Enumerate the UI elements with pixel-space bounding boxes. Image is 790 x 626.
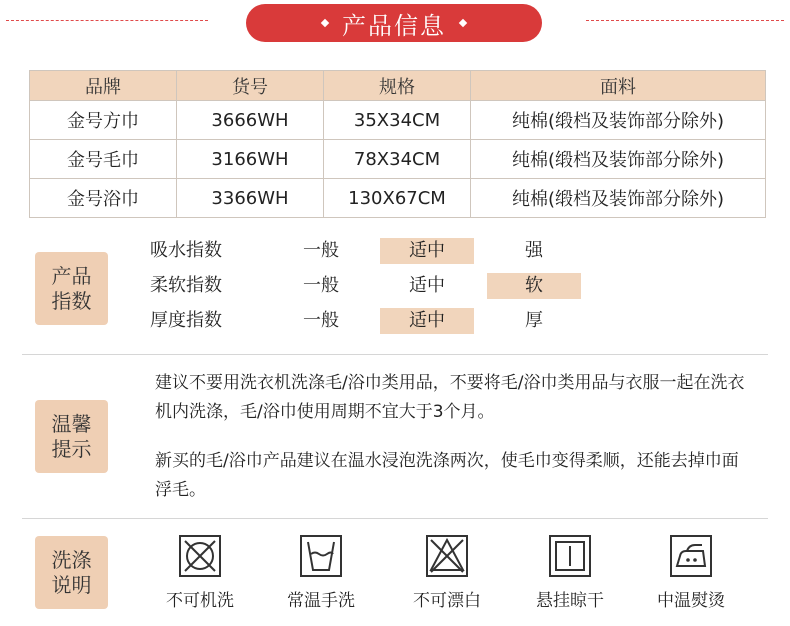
index-option: 一般 [303, 310, 339, 331]
divider [22, 518, 768, 519]
care-item [271, 534, 371, 611]
line-dry-icon [548, 534, 592, 578]
table-row [30, 179, 766, 218]
table-cell: 35X34CM [324, 101, 471, 140]
index-option: 一般 [303, 275, 339, 296]
hand-wash-icon [299, 534, 343, 578]
care-item-label: 悬挂晾干 [536, 591, 604, 611]
divider [22, 354, 768, 355]
table-row [30, 140, 766, 179]
header-dash-left [6, 20, 208, 21]
table-cell: 金号毛巾 [30, 140, 177, 179]
table-cell: 纯棉(缎档及装饰部分除外) [471, 140, 766, 179]
column-header: 面料 [471, 71, 766, 101]
no-bleach-icon [425, 534, 469, 578]
index-name: 柔软指数 [150, 275, 222, 296]
tips-label: 温馨 提示 [35, 400, 108, 473]
index-name: 吸水指数 [150, 240, 222, 261]
tip-paragraph: 建议不要用洗衣机洗涤毛/浴巾类用品，不要将毛/浴巾类用品与衣服一起在洗衣机内洗涤，毛/浴巾使用周期不宜大于3个月。 [155, 373, 745, 422]
section-header [0, 0, 790, 48]
care-item-label: 中温熨烫 [657, 591, 725, 611]
care-item-label: 常温手洗 [287, 591, 355, 611]
index-option: 适中 [380, 238, 474, 264]
product-index-label: 产品 指数 [35, 252, 108, 325]
iron-medium-icon [669, 534, 713, 578]
care-item [397, 534, 497, 611]
column-header: 规格 [324, 71, 471, 101]
index-option: 强 [525, 240, 543, 261]
table-cell: 3366WH [177, 179, 324, 218]
column-header: 货号 [177, 71, 324, 101]
diamond-icon [459, 19, 467, 27]
index-option: 软 [487, 273, 581, 299]
header-dash-right [586, 20, 784, 21]
page-title: 产品信息 [342, 11, 446, 40]
table-header-row [30, 71, 766, 101]
table-cell: 金号方巾 [30, 101, 177, 140]
table-cell: 78X34CM [324, 140, 471, 179]
table-cell: 130X67CM [324, 179, 471, 218]
index-name: 厚度指数 [150, 310, 222, 331]
index-option: 适中 [409, 275, 445, 296]
table-cell: 3166WH [177, 140, 324, 179]
index-option: 适中 [380, 308, 474, 334]
table-cell: 纯棉(缎档及装饰部分除外) [471, 179, 766, 218]
care-item [641, 534, 741, 611]
index-option: 一般 [303, 240, 339, 261]
table-row [30, 101, 766, 140]
table-cell: 纯棉(缎档及装饰部分除外) [471, 101, 766, 140]
care-item-label: 不可漂白 [413, 591, 481, 611]
tip-paragraph: 新买的毛/浴巾产品建议在温水浸泡洗涤两次，使毛巾变得柔顺，还能去掉巾面浮毛。 [155, 451, 739, 500]
column-header: 品牌 [30, 71, 177, 101]
spec-table [29, 70, 766, 218]
care-item [520, 534, 620, 611]
table-cell: 金号浴巾 [30, 179, 177, 218]
diamond-icon [321, 19, 329, 27]
table-cell: 3666WH [177, 101, 324, 140]
no-machine-wash-icon [178, 534, 222, 578]
title-pill [246, 4, 542, 42]
care-label: 洗涤 说明 [35, 536, 108, 609]
care-item-label: 不可机洗 [166, 591, 234, 611]
care-item [150, 534, 250, 611]
index-option: 厚 [525, 310, 543, 331]
